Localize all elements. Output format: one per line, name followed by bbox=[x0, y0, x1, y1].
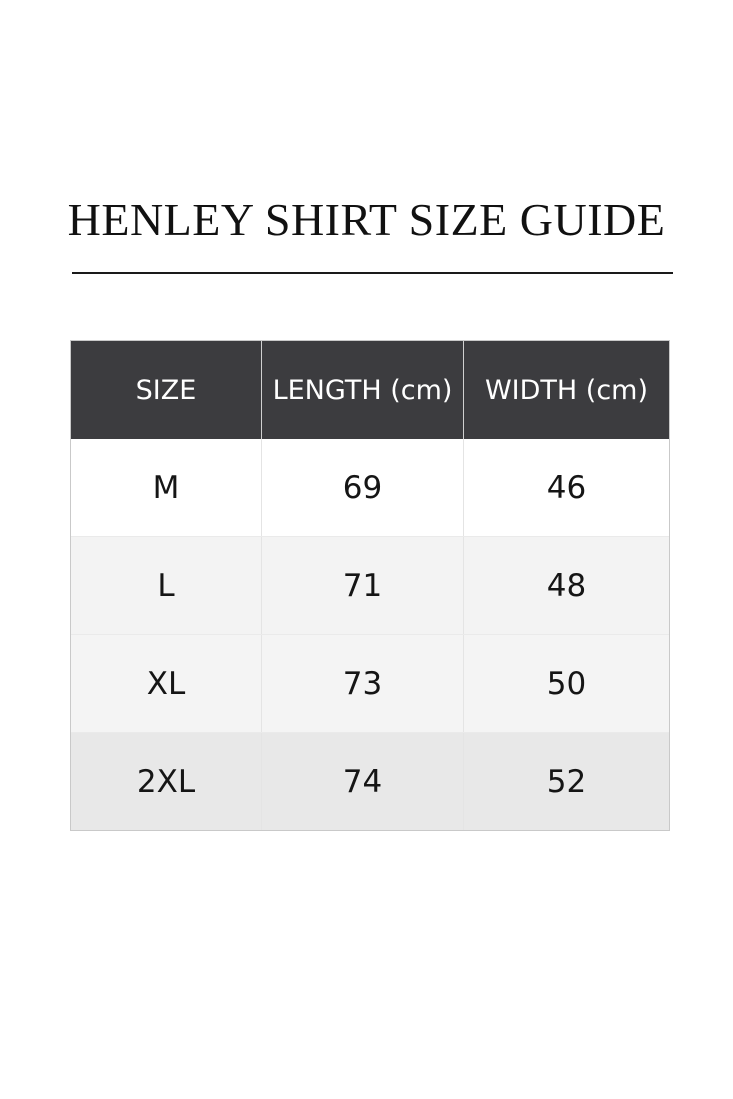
table-row bbox=[71, 536, 669, 634]
size-table bbox=[70, 340, 670, 831]
length-cell: 73 bbox=[262, 635, 464, 732]
length-cell: 74 bbox=[262, 733, 464, 830]
table-row bbox=[71, 732, 669, 830]
width-cell: 48 bbox=[546, 567, 587, 604]
table-row bbox=[71, 439, 669, 536]
table-header-row bbox=[71, 341, 669, 439]
header-size: SIZE bbox=[71, 341, 262, 439]
title-divider bbox=[72, 272, 673, 274]
size-cell: XL bbox=[71, 635, 262, 732]
page-title: HENLEY SHIRT SIZE GUIDE bbox=[67, 194, 666, 245]
width-cell: 46 bbox=[546, 469, 587, 506]
header-length: LENGTH (cm) bbox=[262, 341, 464, 439]
length-cell: 71 bbox=[262, 537, 464, 634]
table-row bbox=[71, 634, 669, 732]
width-cell: 52 bbox=[546, 763, 587, 800]
width-cell: 50 bbox=[546, 665, 587, 702]
size-cell: 2XL bbox=[71, 733, 262, 830]
length-cell: 69 bbox=[262, 439, 464, 536]
size-cell: M bbox=[71, 439, 262, 536]
size-cell: L bbox=[71, 537, 262, 634]
header-width: WIDTH (cm) bbox=[484, 374, 649, 406]
